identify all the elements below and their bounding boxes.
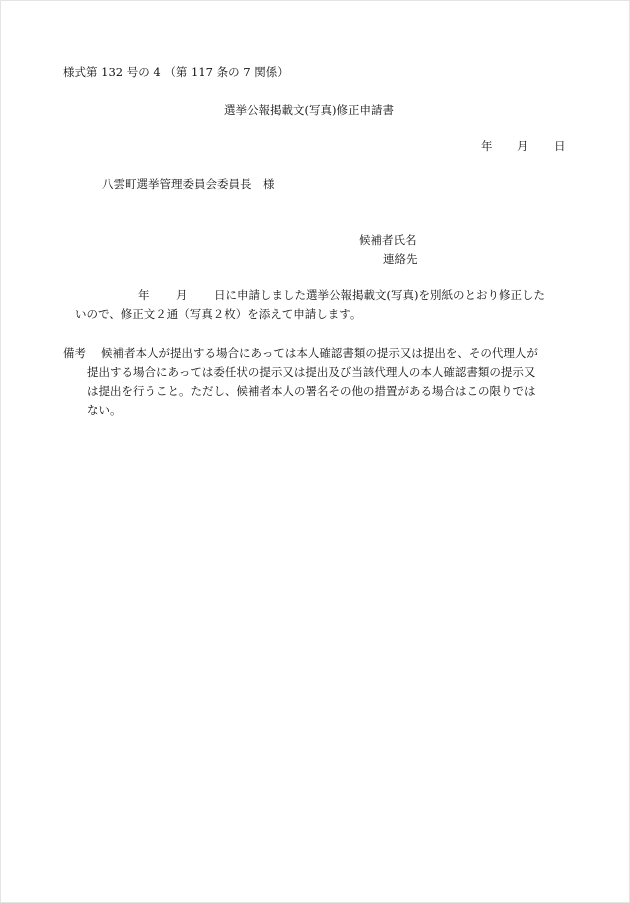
body-line-2: いので、修正文２通（写真２枚）を添えて申請します。: [75, 307, 362, 321]
document-title: 選挙公報掲載文(写真)修正申請書: [224, 103, 394, 117]
candidate-name-label: 候補者氏名: [359, 233, 417, 247]
date-year-label: 年: [481, 139, 493, 153]
application-body: [63, 290, 571, 328]
remarks-line-1: 候補者本人が提出する場合にあっては本人確認書類の提示又は提出を、その代理人が: [101, 346, 538, 360]
date-day-label: 日: [554, 139, 566, 153]
remarks-section: [63, 348, 573, 424]
body-line-1-text: 日に申請しました選挙公報掲載文(写真)を別紙のとおり修正した: [214, 288, 545, 302]
contact-label: 連絡先: [383, 252, 418, 266]
body-month-label: 月: [176, 288, 188, 302]
remarks-line-3: は提出を行うこと。ただし、候補者本人の署名その他の措置がある場合はこの限りでは: [87, 384, 536, 398]
date-month-label: 月: [517, 139, 529, 153]
remarks-label: 備考: [63, 346, 86, 360]
remarks-line-2: 提出する場合にあっては委任状の提示又は提出及び当該代理人の本人確認書類の提示又: [87, 365, 536, 379]
remarks-line-4: ない。: [87, 403, 122, 417]
addressee: 八雲町選挙管理委員会委員長 様: [102, 177, 275, 191]
form-number: 様式第 132 号の 4 （第 117 条の 7 関係）: [63, 65, 289, 79]
body-year-label: 年: [138, 288, 150, 302]
